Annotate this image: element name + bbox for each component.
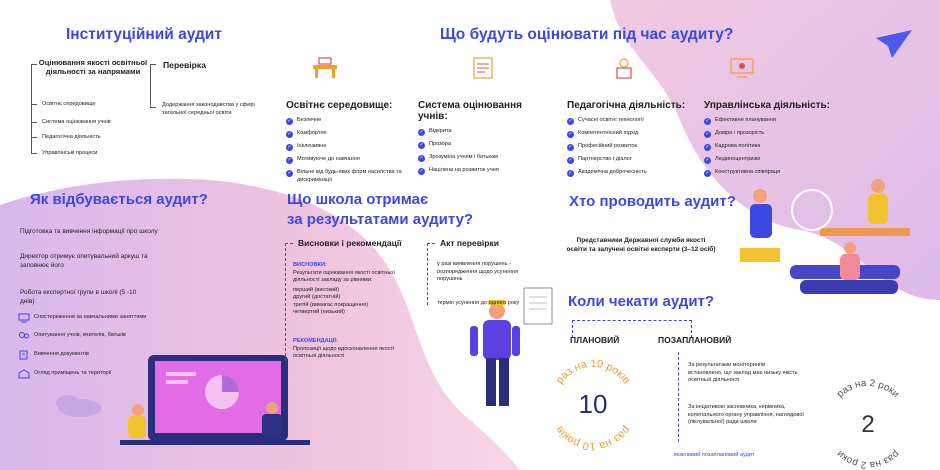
result-title-line: Що школа отримає — [287, 191, 429, 208]
observation-icon — [18, 313, 30, 323]
result-right-header: Акт перевірки — [440, 238, 499, 248]
book-stack — [800, 280, 898, 294]
column-title: Освітнє середовище: — [286, 100, 393, 111]
list-item: ✓ Мотивуюче до навчання — [287, 156, 360, 163]
who-text: Представники Державної служби якості освіти та залучені освітні експерти (3–12 осіб) — [566, 237, 716, 253]
person-leg — [486, 358, 496, 406]
list-item: ✓ Ефективне планування — [705, 117, 776, 124]
person-body — [750, 204, 772, 238]
list-item: Вивчення документів — [18, 350, 158, 360]
check-icon: ✓ — [568, 169, 573, 176]
check-icon: ✓ — [568, 130, 573, 137]
check-icon: ✓ — [287, 143, 292, 150]
conclusions-text: Результати оцінювання якості освітньої діяльності закладу за рівнями: — [293, 269, 395, 284]
check-icon: ✓ — [287, 169, 292, 176]
list-item: ✓ Академічна доброчесність — [568, 169, 647, 176]
recommendations-text: Пропозиції щодо вдосконалення якості освітньої діяльності — [293, 345, 395, 360]
list-item: ✓ Довіра і прозорість — [705, 130, 765, 137]
person-head — [753, 189, 767, 203]
person-body — [840, 254, 860, 280]
level-item: другий (достатній) — [293, 294, 341, 301]
unplanned-footer: можливий позаплановий аудит — [674, 452, 755, 458]
building-icon — [18, 369, 30, 379]
unplanned-ring-text-top: раз на 2 роки — [834, 378, 902, 401]
unplanned-ring-text-bottom: раз на 2 роки — [834, 447, 902, 470]
institutional-item: Освітнє середовище — [42, 101, 96, 107]
list-item: Огляд приміщень та території — [18, 369, 158, 379]
person-leg — [499, 358, 509, 406]
documents-icon — [18, 350, 30, 360]
institutional-right-header: Перевірка — [163, 60, 206, 70]
list-item: ✓ Зрозуміла учням і батькам — [419, 154, 498, 161]
person-shirt — [483, 320, 511, 360]
screen-line — [166, 380, 188, 384]
person-head — [132, 404, 144, 416]
check-icon: ✓ — [419, 154, 424, 161]
check-icon: ✓ — [568, 143, 573, 150]
level-item: перший (високий) — [293, 286, 340, 293]
list-item: Опитування учнів, вчителів, батьків — [18, 331, 158, 341]
result-title-line: за результатами аудиту? — [287, 211, 474, 229]
check-icon: ✓ — [568, 117, 573, 124]
institutional-left-header: Оцінювання якості освітньої діяльності за напрямами — [38, 58, 148, 77]
person-arm — [512, 326, 520, 356]
what-column-pedagogy — [567, 100, 692, 182]
planned-number: 10 — [578, 389, 608, 419]
planned-ring-text-top: раз на 10 років — [553, 357, 633, 387]
person-head — [844, 242, 856, 254]
list-item: ✓ Кадрова політика — [705, 143, 761, 150]
recommendations-block — [293, 338, 418, 361]
how-step-2: Директор отримує опитувальний аркуш та заповнює його — [20, 253, 148, 269]
planned-ring — [543, 355, 643, 455]
list-item: ✓ Конструктивна співпраця — [705, 169, 781, 176]
unplanned-number: 2 — [861, 411, 875, 438]
person-arm — [470, 326, 478, 356]
list-item: ✓ Людиноцентризм — [705, 156, 760, 163]
when-title: Коли чекати аудит? — [568, 293, 715, 310]
person-body — [868, 194, 888, 224]
list-item: Спостереження за навчальними заняттями — [18, 313, 158, 323]
person-body — [262, 414, 282, 438]
check-icon: ✓ — [287, 130, 292, 137]
unplanned-label: ПОЗАПЛАНОВИЙ — [658, 335, 732, 345]
list-item: ✓ Професійний розвиток — [568, 143, 637, 150]
list-item: ✓ Вільне від будь-яких форм насилства та дискримінації — [287, 169, 402, 183]
table-top — [820, 228, 910, 236]
list-item: ✓ Компетентнісний підхід — [568, 130, 639, 137]
unplanned-item: За ініціативою засновника, керівника, колегіального органу управління, наглядової (піклувальної) ради школи — [688, 404, 804, 426]
bracket-line — [31, 64, 32, 154]
institutional-item: Система оцінювання учнів — [42, 119, 111, 125]
what-column-environment — [286, 100, 411, 190]
desk — [120, 440, 310, 445]
list-item: ✓ Націлена на розвиток учня — [419, 167, 499, 174]
what-column-management — [704, 100, 834, 182]
unplanned-item: За результатами моніторингів встановлено, що заклад має низьку якість освітньої діяльності — [688, 362, 798, 384]
recommendations-label: РЕКОМЕНДАЦІЇ: — [293, 338, 338, 344]
institutional-title: Інституційний аудит — [66, 26, 222, 43]
list-item: ✓ Партнерство і діалог — [568, 156, 632, 163]
institutional-item: Управлінські процеси — [42, 150, 98, 156]
check-icon: ✓ — [705, 169, 710, 176]
bracket-line — [150, 64, 151, 108]
list-item: ✓ Безпечне — [287, 117, 322, 124]
screen-line — [166, 372, 196, 376]
how-step-1: Підготовка та вивчення інформації про школу — [20, 228, 158, 235]
teacher-icon — [609, 55, 639, 81]
institutional-right-item: Додержання законодавства у сфері загальної середньої освіти — [162, 102, 255, 116]
list-item: ✓ Сучасні освітні технології — [568, 117, 644, 124]
planned-label: ПЛАНОВИЙ — [570, 335, 620, 345]
column-title: Педагогічна діяльність: — [567, 100, 686, 111]
planned-ring-text-bottom: раз на 10 років — [553, 423, 633, 453]
column-title: Управлінська діяльність: — [704, 100, 831, 111]
how-title: Як відбувається аудит? — [30, 191, 208, 208]
unplanned-ring — [818, 378, 918, 470]
check-icon: ✓ — [419, 128, 424, 135]
conclusions-block — [293, 262, 418, 317]
column-title: Система оцінювання учнів: — [418, 100, 522, 122]
result-title — [287, 190, 473, 231]
result-left-header: Висновки і рекомендації — [298, 238, 402, 248]
list-item: ✓ Прозора — [419, 141, 452, 148]
check-icon: ✓ — [705, 130, 710, 137]
person-body — [128, 416, 146, 438]
who-title: Хто проводить аудит? — [569, 193, 736, 210]
how-list — [18, 313, 158, 379]
conclusions-label: ВИСНОВКИ: — [293, 262, 327, 268]
grading-icon — [468, 55, 498, 81]
check-icon: ✓ — [419, 167, 424, 174]
act-item: термін усунення до одного року — [437, 300, 520, 306]
check-icon: ✓ — [287, 117, 292, 124]
check-icon: ✓ — [287, 156, 292, 163]
laptop — [740, 248, 780, 262]
survey-icon — [18, 331, 30, 341]
check-icon: ✓ — [705, 117, 710, 124]
dashed-bracket — [427, 243, 428, 305]
check-icon: ✓ — [568, 156, 573, 163]
person-head — [266, 402, 278, 414]
person-head — [871, 179, 885, 193]
act-item: у разі виявлення порушень - розпорядження щодо усунення порушень — [437, 261, 519, 283]
what-title: Що будуть оцінювати під час аудиту? — [440, 26, 734, 43]
list-item: ✓ Комфортне — [287, 130, 327, 137]
cloud-shape — [56, 395, 80, 411]
level-item: четвертий (низький) — [293, 309, 345, 316]
list-item: ✓ Інклюзивне — [287, 143, 327, 150]
list-item: ✓ Відкрита — [419, 128, 452, 135]
check-icon: ✓ — [419, 141, 424, 148]
dashed-bracket — [285, 243, 286, 361]
check-icon: ✓ — [705, 143, 710, 150]
institutional-item: Педагогічна діяльність — [42, 134, 101, 140]
check-icon: ✓ — [705, 156, 710, 163]
dashed-bracket — [678, 352, 679, 442]
level-item: третій (вимагає покращення) — [293, 301, 368, 308]
how-step-3: Робота експертної групи в школі (5 -10 днів): — [20, 289, 137, 305]
desk-icon — [310, 55, 340, 81]
what-column-assessment — [418, 100, 553, 180]
management-icon — [727, 55, 757, 81]
